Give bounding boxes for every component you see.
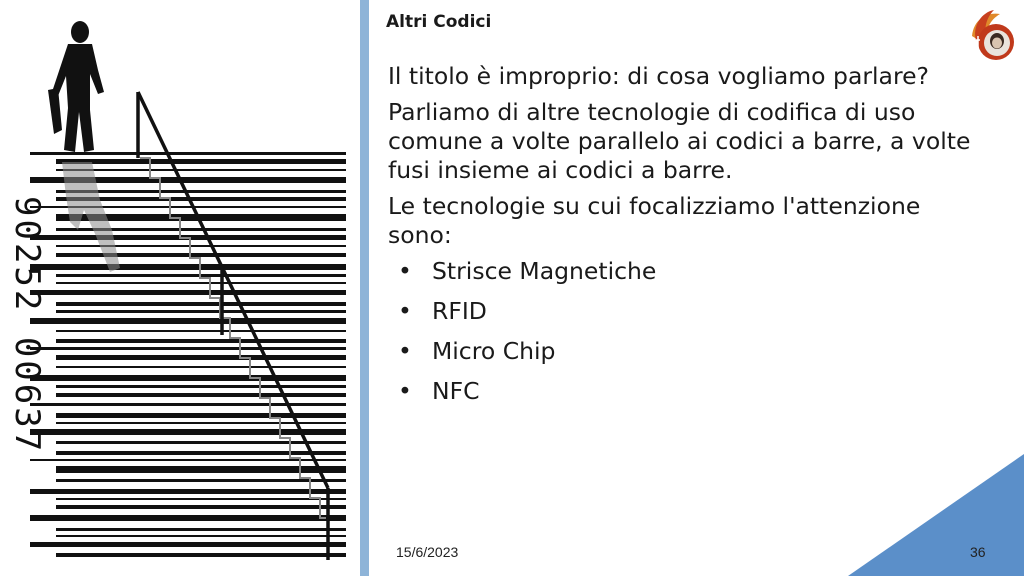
barcode-stripe <box>30 542 346 547</box>
barcode-stripe <box>56 505 346 509</box>
accent-divider-bar <box>360 0 369 576</box>
barcode-stripe <box>56 169 346 171</box>
barcode-stripe <box>56 159 346 164</box>
list-item: • Strisce Magnetiche <box>388 257 988 286</box>
list-item: • NFC <box>388 377 988 406</box>
barcode-stripe <box>56 190 346 193</box>
barcode-stripe <box>56 413 346 418</box>
barcode-staircase-illustration <box>0 0 360 576</box>
barcode-stripe <box>30 515 346 521</box>
barcode-stripe <box>30 264 346 270</box>
barcode-stripe <box>56 253 346 257</box>
barcode-stripe <box>56 339 346 343</box>
barcode-stripe <box>30 347 346 350</box>
body-paragraph: Le tecnologie su cui focalizziamo l'attenzione sono: <box>388 192 921 249</box>
page-number: 36 <box>970 544 986 560</box>
barcode-digits: 90252 00637 <box>7 196 47 455</box>
barcode-stripe <box>56 498 346 500</box>
barcode-stripe <box>56 441 346 444</box>
barcode-stripe <box>30 403 346 406</box>
slide-body <box>388 62 988 417</box>
barcode-stripe <box>30 375 346 381</box>
barcode-stripe <box>56 385 346 388</box>
barcode-stripe <box>30 459 346 461</box>
barcode-stripe <box>56 245 346 247</box>
technology-list <box>388 257 988 406</box>
barcode-stripe <box>56 330 346 332</box>
corner-triangle-decoration <box>848 454 1024 576</box>
staircase <box>140 158 326 518</box>
barcode-stripe <box>56 393 346 397</box>
slide-date: 15/6/2023 <box>396 544 459 560</box>
barcode-stripe <box>56 466 346 473</box>
person-silhouette <box>48 21 104 152</box>
barcode-stripe <box>56 355 346 360</box>
barcode-stripe <box>56 302 346 306</box>
barcode-stripe <box>56 451 346 455</box>
barcode-stripe <box>56 553 346 557</box>
barcode-stripe <box>56 479 346 482</box>
organization-logo <box>966 6 1018 64</box>
barcode-stripe <box>30 290 346 295</box>
barcode-stripe <box>30 318 346 324</box>
barcode-stripe <box>56 535 346 537</box>
barcode-stripe <box>30 152 346 155</box>
body-paragraph: Il titolo è improprio: di cosa vogliamo parlare? <box>388 62 930 90</box>
barcode-stripe <box>56 366 346 368</box>
barcode-stripe <box>56 528 346 531</box>
body-paragraph: Parliamo di altre tecnologie di codifica di uso comune a volte parallelo ai codici a barre, a volte fusi insieme ai codici a barre. <box>388 98 971 184</box>
barcode-stripe <box>30 489 346 494</box>
barcode-stripe <box>56 282 346 284</box>
barcode-stripe <box>56 422 346 424</box>
barcode-stripe <box>56 310 346 313</box>
slide-title: Altri Codici <box>386 12 492 32</box>
list-item: • RFID <box>388 297 988 326</box>
list-item: • Micro Chip <box>388 337 988 366</box>
